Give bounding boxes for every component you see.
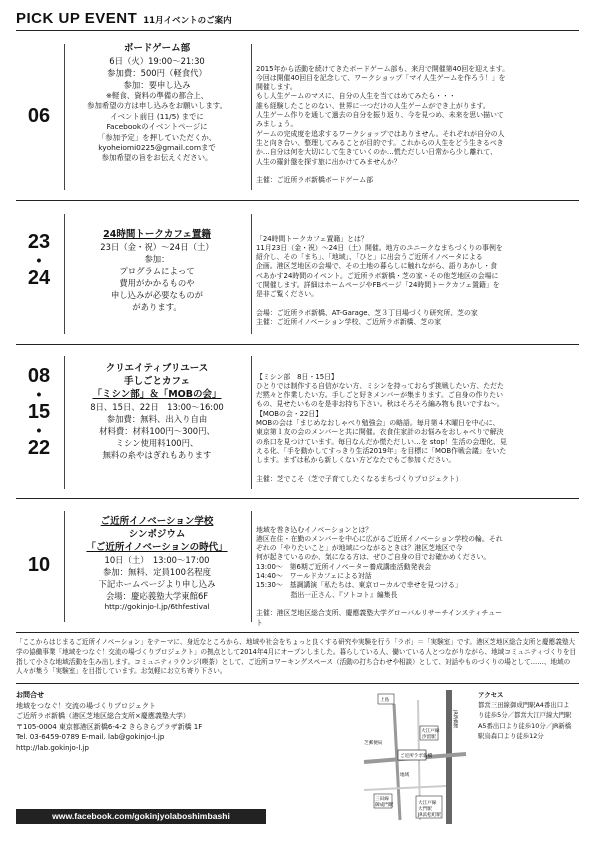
map-label: JR浜松町駅 (418, 813, 441, 818)
facebook-url-banner[interactable]: www.facebook.com/gokinjyolaboshimbashi (16, 809, 266, 824)
contact-website-link[interactable]: http://lab.gokinjo-l.jp (16, 743, 89, 752)
access-map (360, 690, 470, 824)
event-description: 「24時間トークカフェ置籍」とは？ 11月23日（金・祝）～24日（土）開催。地方のユニークなまちづくりの事例を 紹介し、その「まち」、「地域」、「ひと」に出会うご近所イノベータによる 企画。港区芝地区の会場で、その土地の暮らしに触れながら、語りあかし・食 べあかす24時間のイベント。ご近所ラボ新橋・芝の家・その他芝地区の会場に て開催します。詳細はホームページやFBページ「24時間トークカフェ置籍」を 是非ご覧ください。 会場：ご近所ラボ新橋、AT-Garage、芝３丁目場づくり研究所、芝の家 主催：ご近所イノベーション学校、ご近所ラボ新橋、芝の家 (256, 234, 503, 327)
map-label: JR新橋駅 (452, 710, 457, 729)
event-date-number: 08 • 15 • 22 (27, 365, 51, 459)
event-talkcafe (16, 208, 579, 340)
event-divider (64, 44, 65, 190)
contact-block: お問合せ 地域をつなぐ！交流の場づくりプロジェクト ご近所ラボ新橋（港区芝地区総合支所×慶應義塾大学） 〒105-0004 東京都港区新橋6-4-2 きらきらプラザ新橋 1F Tel. 03-6459-0789 E-mail. lab@gokinjo-l.jp http://lab.gokinjo-l.jp (16, 690, 266, 754)
page-title: PICK UP EVENT (16, 10, 138, 27)
event-title: ボードゲーム部 (123, 43, 191, 54)
event-description: 2015年から活動を続けてきたボードゲーム部も、来月で開催第40回を迎えます。 今回は開催40回目を記念して、ワークショップ「マイ人生ゲームを作ろう！」を 開催します。 もし人生ゲームのマスに、自分の人生を当てはめてみたら・・・ 誰も経験したことのない、世界に一つだけの人生ゲームができ上がります。 人生ゲーム作りを通して過去の自分を振り返り、今を見つめ、未来を思い描いて みましょう。 ゲームの完成度を追求するワークショップではありません。それぞれが自分の人 生と向き合い、整理してみることが目的です。これからの人生をどう生きるべき か…自分は何を大切にして生きていくのか…慌ただしい日常から少し離れて、 人生の羅針盤を探す旅に出かけてみませんか？ 主催：ご近所ラボ新橋ボードゲーム部 (256, 64, 510, 185)
event-separator (16, 200, 579, 201)
event-boardgame (16, 38, 579, 196)
event-date-number: 10 (27, 554, 51, 576)
event-divider (64, 214, 65, 334)
event-handcraft (16, 350, 579, 495)
map-label: ご近所ラボ新橋 (400, 754, 433, 759)
map-label: 大門駅 (418, 807, 432, 812)
event-link[interactable]: http://gokinjo-l.jp/6thfestival (104, 602, 210, 611)
event-divider (64, 356, 65, 489)
event-summary: ご近所イノベーション学校 シンポジウム 「ご近所イノベーションの時代」 10日（土） 13:00～17:00 参加：無料、定員100名程度 下記ホームページより申し込み 会場：慶応義塾大学東館6F http://gokinjo-l.jp/6thfestival (66, 515, 248, 612)
event-divider (251, 356, 252, 489)
map-label: 三田線 (375, 797, 389, 802)
map-label: 上島 (380, 698, 390, 703)
event-summary: ボードゲーム部 6日（火）19:00～21:30 参加費：500円（軽食代） 参加：要申し込み ※軽食、資料の準備の都合上、 参加希望の方は申し込みをお願いします。 イベント前日 (11/5) までに Facebookのイベントページに 「参加予定」を押していただくか、 kyoheiomi0225@gmail.comまで 参加希望の旨をお伝えください。 (66, 42, 248, 164)
event-description: 地域を巻き込むイノベーションとは？ 港区在住・在勤のメンバーを中心に広がるご近所イノベーション学校の輪。それ ぞれの「やりたいこと」が地域につながるときは？港区芝地区で今 何が起きているのか、気になる方は、ぜひご自身の目でお確かめください。 13:00～ 第6期ご近所イノベーター養成講座活動発表会 14:40～ ワールドカフェによる対話 15:30～ 基調講演「私たちは、東京ローカルで幸せを見つける」 指出一正さん、『ソトコト』編集長 主催：港区芝地区総合支所、慶應義塾大学グローバルリサーチインスティチュー ト (256, 525, 503, 627)
event-symposium (16, 505, 579, 628)
map-label: 御成門駅 (375, 803, 394, 808)
event-summary: 24時間トークカフェ置籍 23日（金・祝）～24日（土） 参加： プログラムによって 費用がかかるものや 申し込みが必要なものが があります。 (66, 228, 248, 313)
map-label: 地域 (400, 773, 410, 778)
event-divider (251, 511, 252, 622)
event-description: 【ミシン部 8日・15日】 ひとりでは制作する自信がない方、ミシンを持っておらず挑戦したい方、ただた だ黙々と作業したい方。手しごと好きメンバーが集まります。ご自身の作りたい もの、見せたいものを是非お持ち下さい。秋はそろそろ編み物も良いですね～。 【MOBの会・22日】 MOBの会は「まじめなおしゃべり勉強会」の略語。毎月第４木曜日を中心に、 東京第１友の会のメンバーと共に開催。衣食住家計のお悩みをおしゃべりで解決 の糸口を見つけています。毎日なんだか慌ただしい…を stop！生活の会理化、見 える化、「手を動かしてすっきり生活2019年」を目標に「MOB作戦会議」をいた します。まずは私から新しくない方どなたでもご参加ください。 主催：芝でこそ（芝で子育てしたくなるまちづくりプロジェクト） (256, 372, 507, 483)
map-label: 芝郵便局 (364, 741, 383, 746)
header-divider (16, 30, 579, 31)
event-date-number: 06 (27, 105, 51, 127)
contact-heading: お問合せ (16, 691, 44, 699)
page-header (16, 8, 232, 30)
map-label: 大江戸線 (418, 801, 437, 806)
map-label: 汐留駅 (422, 735, 436, 740)
page-subtitle: 11月イベントのご案内 (143, 16, 232, 26)
event-summary: クリエイティブリユース 手しごとカフェ 「ミシン部」＆「MOBの会」 8日、15日、22日 13:00～16:00 参加費：無料、出入り自由 材料費：材料100円～300円、 ミシン使用料100円、 無料の糸やはぎれもあります (66, 362, 248, 461)
event-title: ご近所イノベーション学校 (100, 516, 214, 527)
event-separator (16, 498, 579, 499)
footer-divider (16, 683, 579, 684)
event-date-number: 23 • 24 (27, 231, 51, 289)
event-separator (16, 344, 579, 345)
event-title: クリエイティブリユース (105, 363, 209, 374)
access-heading: アクセス (478, 691, 504, 699)
event-divider (64, 511, 65, 622)
event-divider (251, 214, 252, 334)
event-divider (251, 44, 252, 190)
event-title: 24時間トークカフェ置籍 (103, 229, 211, 240)
event-separator (16, 632, 579, 633)
map-label: 大江戸線 (421, 729, 440, 734)
access-block: アクセス 都営三田線御成門駅A4番出口よ り徒歩5分／都営大江戸線大門駅 A5番出口より徒歩10分／JR新橋 駅烏森口より徒歩12分 (478, 690, 583, 741)
intro-paragraph: 「ここからはじまるご近所イノベーション」をテーマに、身近なところから、地域や社会をちょっと良くする研究や実験を行う「ラボ」＝「実験室」です。港区芝地区総合支所と慶應義塾大学の協働事業「地域をつなぐ！交流の場づくりプロジェクト」の拠点として2014年4月にオープンしました。暮らしている人、働いている人とつながりながら、地域コミュニティづくりを目指して小さな地域活動を生み出します。コミュニティラウンジ(喫茶）として、ご近所コワーキングスペース（活動の打ち合わせや相談）として、対話やものづくりの場として……、地域の人々が集う「実験室」を目指しています。お気軽にお立ち寄り下さい。 (16, 638, 577, 676)
